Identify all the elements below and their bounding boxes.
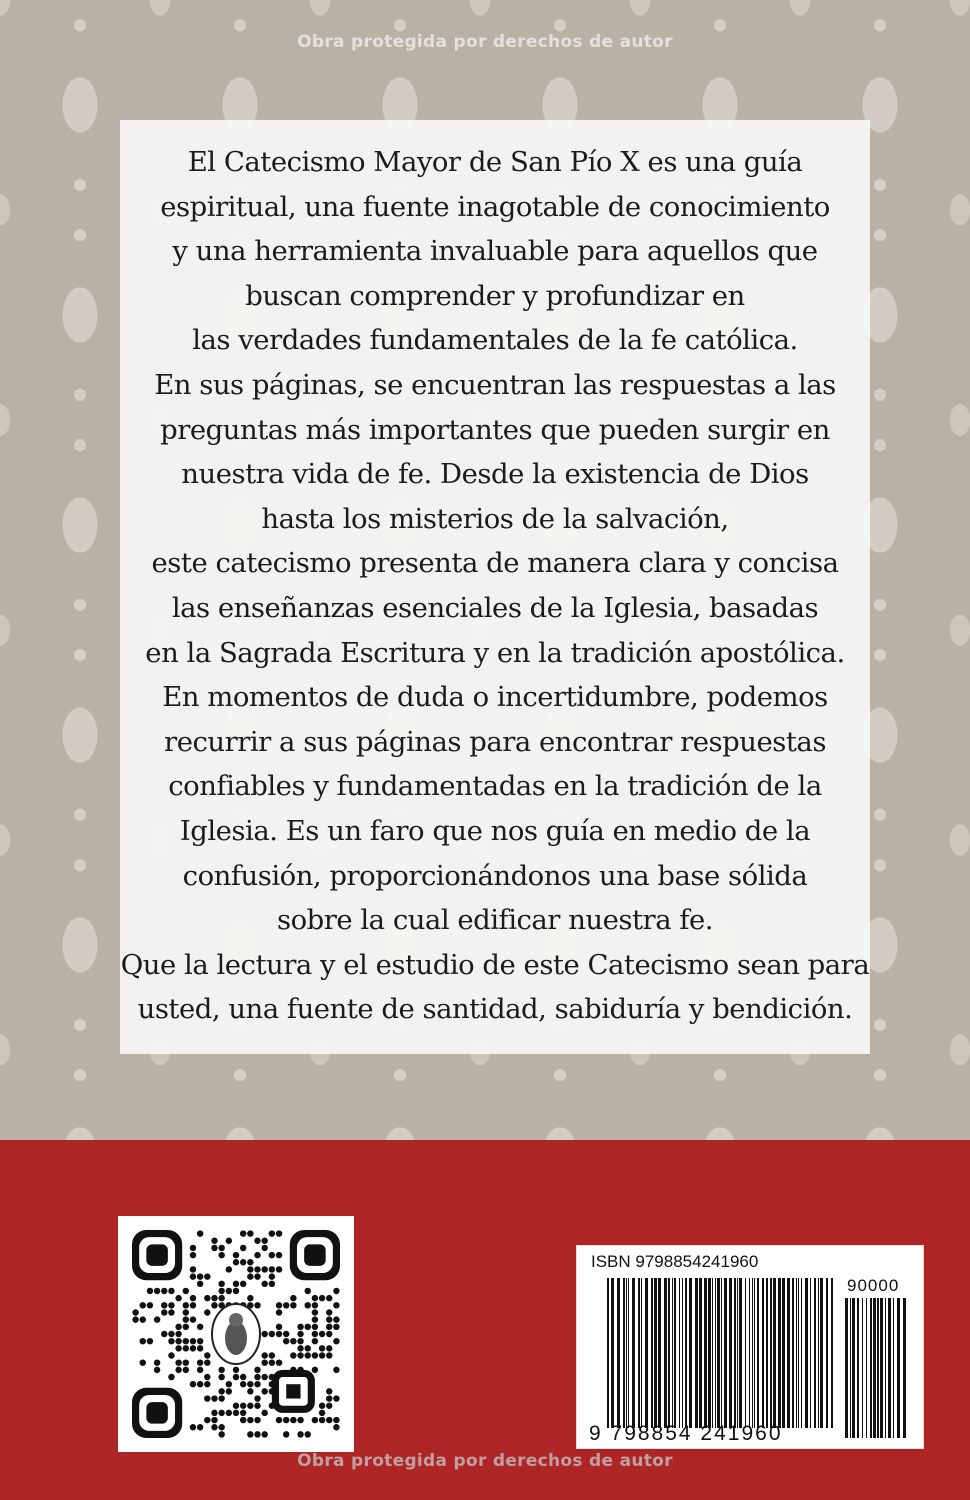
description-line: Que la lectura y el estudio de este Catecismo sean para: [120, 948, 870, 981]
description-line: confiables y fundamentadas en la tradición de la: [168, 770, 822, 803]
description-line: usted, una fuente de santidad, sabiduría y bendición.: [137, 993, 853, 1026]
description-line: sobre la cual edificar nuestra fe.: [276, 904, 714, 937]
description-line: nuestra vida de fe. Desde la existencia de Dios: [181, 458, 809, 491]
description-line: este catecismo presenta de manera clara y concisa: [151, 547, 839, 580]
description-line: confusión, proporcionándonos una base sólida: [182, 859, 808, 892]
copyright-watermark-top: Obra protegida por derechos de autor: [297, 32, 673, 52]
description-line: recurrir a sus páginas para encontrar respuestas: [164, 725, 826, 758]
description-line: espiritual, una fuente inagotable de conocimiento: [160, 190, 830, 223]
description-line: En sus páginas, se encuentran las respuestas a las: [154, 368, 836, 401]
description-line: en la Sagrada Escritura y en la tradición apostólica.: [145, 636, 845, 669]
description-line: En momentos de duda o incertidumbre, podemos: [162, 681, 828, 714]
isbn-barcode-block: [576, 1245, 924, 1449]
description-line: las verdades fundamentales de la fe católica.: [192, 324, 798, 357]
description-line: Iglesia. Es un faro que nos guía en medio de la: [179, 814, 811, 847]
barcode-bars-icon: [607, 1278, 833, 1428]
price-code: 90000: [847, 1276, 900, 1295]
isbn-label: ISBN 9798854241960: [591, 1252, 759, 1271]
description-line: hasta los misterios de la salvación,: [261, 502, 729, 535]
description-line: preguntas más importantes que pueden surgir en: [160, 413, 830, 446]
barcode-digits: 9 798854 241960: [589, 1422, 783, 1445]
description-line: y una herramienta invaluable para aquellos que: [172, 235, 818, 268]
description-line: las enseñanzas esenciales de la Iglesia, basadas: [171, 591, 819, 624]
description-line: buscan comprender y profundizar en: [245, 279, 745, 312]
barcode-addon-bars-icon: [845, 1298, 909, 1438]
description-line: El Catecismo Mayor de San Pío X es una guía: [187, 146, 803, 178]
qr-code-icon: [132, 1230, 340, 1438]
copyright-watermark-bottom: Obra protegida por derechos de autor: [297, 1451, 673, 1471]
qr-code: [118, 1216, 354, 1452]
description-panel: [120, 120, 870, 1054]
